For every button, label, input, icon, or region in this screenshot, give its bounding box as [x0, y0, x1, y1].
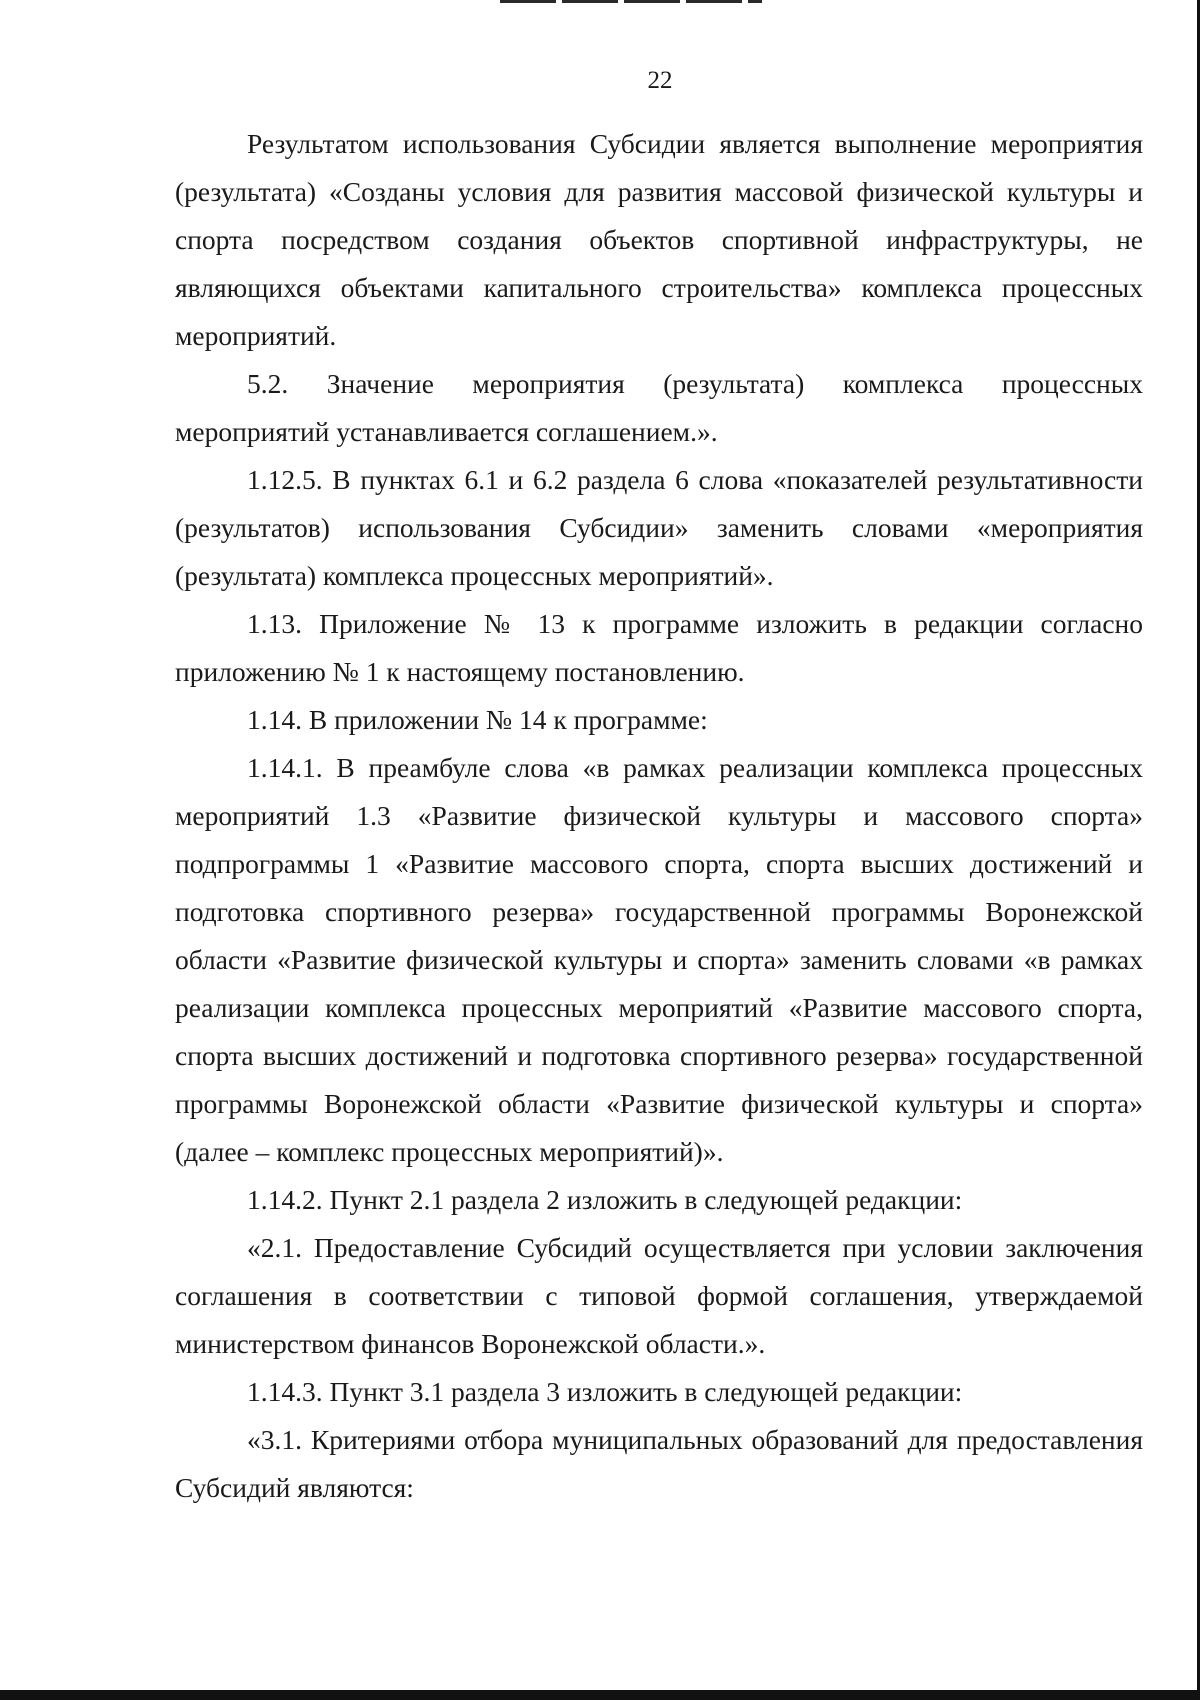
- paragraph-1-14-2: 1.14.2. Пункт 2.1 раздела 2 изложить в следующей редакции:: [247, 1184, 963, 1215]
- page-number: 22: [647, 67, 673, 94]
- scan-edge-bottom: [0, 1690, 1200, 1700]
- document-body: [175, 120, 1143, 1512]
- paragraph-1-12-5: 1.12.5. В пунктах 6.1 и 6.2 раздела 6 слова «показателей результативности (результатов) использования Субсидии» заменить словами «мероприятия (результата) комплекса процессных мероприятий».: [175, 464, 1143, 591]
- paragraph-subsidy-result: Результатом использования Субсидии является выполнение мероприятия (результата) «Созданы условия для развития массовой физической культуры и спорта посредством создания объектов спортивной инфраструктуры, не являющихся объектами капитального строительства» комплекса процессных мероприятий.: [175, 128, 1143, 351]
- paragraph-2-1-quote: «2.1. Предоставление Субсидий осуществляется при условии заключения соглашения в соответствии с типовой формой соглашения, утверждаемой министерством финансов Воронежской области.».: [175, 1232, 1143, 1359]
- paragraph-5-2: 5.2. Значение мероприятия (результата) комплекса процессных мероприятий устанавливается соглашением.».: [175, 368, 1143, 447]
- paragraph-1-14: 1.14. В приложении № 14 к программе:: [247, 704, 708, 735]
- paragraph-1-14-3: 1.14.3. Пункт 3.1 раздела 3 изложить в следующей редакции:: [247, 1376, 963, 1407]
- paragraph-1-14-1: 1.14.1. В преамбуле слова «в рамках реализации комплекса процессных мероприятий 1.3 «Развитие физической культуры и массового спорта» подпрограммы 1 «Развитие массового спорта, спорта высших достижений и подготовка спортивного резерва» государственной программы Воронежской области «Развитие физической культуры и спорта» заменить словами «в рамках реализации комплекса процессных мероприятий «Развитие массового спорта, спорта высших достижений и подготовка спортивного резерва» государственной программы Воронежской области «Развитие физической культуры и спорта» (далее – комплекс процессных мероприятий)».: [175, 752, 1143, 1167]
- paragraph-3-1-quote: «3.1. Критериями отбора муниципальных образований для предоставления Субсидий являются:: [175, 1424, 1143, 1503]
- paragraph-1-13: 1.13. Приложение № 13 к программе изложить в редакции согласно приложению № 1 к настоящему постановлению.: [175, 608, 1143, 687]
- top-edge-marks: [500, 0, 762, 3]
